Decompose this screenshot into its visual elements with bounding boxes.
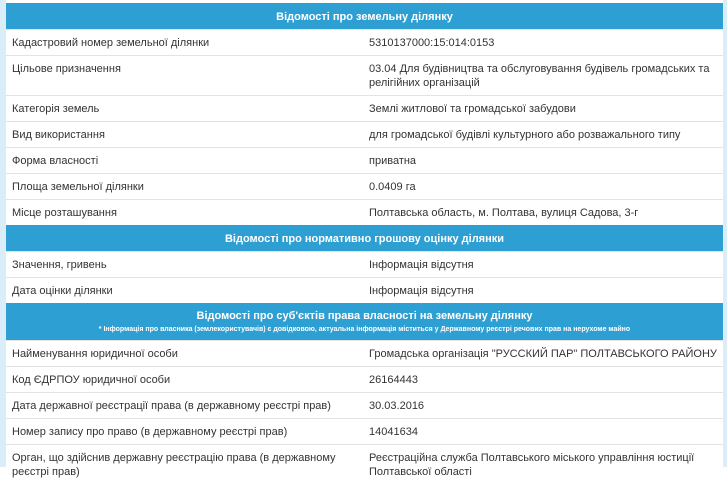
row-value: Реєстраційна служба Полтавського міського управління юстиції Полтавської області xyxy=(363,445,723,484)
row-label: Номер запису про право (в державному реєстрі прав) xyxy=(6,419,363,445)
table-row xyxy=(6,148,723,174)
row-value: 03.04 Для будівництва та обслуговування будівель громадських та релігійних організацій xyxy=(363,56,723,96)
section-header-rights xyxy=(6,304,723,341)
table-row xyxy=(6,367,723,393)
table-row xyxy=(6,252,723,278)
row-label: Кадастровий номер земельної ділянки xyxy=(6,30,363,56)
table-row xyxy=(6,419,723,445)
right-border xyxy=(723,0,727,467)
table-row xyxy=(6,30,723,56)
section-header-rights-cell xyxy=(6,304,723,341)
row-label: Категорія земель xyxy=(6,96,363,122)
table-row xyxy=(6,341,723,367)
row-value: 0.0409 га xyxy=(363,174,723,200)
table-row xyxy=(6,96,723,122)
row-value: Інформація відсутня xyxy=(363,278,723,304)
table-row xyxy=(6,393,723,419)
row-value: приватна xyxy=(363,148,723,174)
row-value: Землі житлової та громадської забудови xyxy=(363,96,723,122)
row-value: 14041634 xyxy=(363,419,723,445)
row-label: Вид використання xyxy=(6,122,363,148)
section-title-valuation: Відомості про нормативно грошову оцінку ділянки xyxy=(6,226,723,252)
row-label: Місце розташування xyxy=(6,200,363,226)
section-header-land xyxy=(6,4,723,30)
row-label: Код ЄДРПОУ юридичної особи xyxy=(6,367,363,393)
table-row xyxy=(6,200,723,226)
row-value: 5310137000:15:014:0153 xyxy=(363,30,723,56)
row-label: Найменування юридичної особи xyxy=(6,341,363,367)
row-value: 30.03.2016 xyxy=(363,393,723,419)
row-label: Форма власності xyxy=(6,148,363,174)
table-row xyxy=(6,174,723,200)
table-row xyxy=(6,122,723,148)
row-label: Дата державної реєстрації права (в державному реєстрі прав) xyxy=(6,393,363,419)
row-label: Значення, гривень xyxy=(6,252,363,278)
table-row xyxy=(6,278,723,304)
row-value: для громадської будівлі культурного або розважального типу xyxy=(363,122,723,148)
land-info-table xyxy=(6,3,723,484)
row-label: Дата оцінки ділянки xyxy=(6,278,363,304)
section-note-rights: * Інформація про власника (землекористувачів) є довідковою, актуальна інформація міститься у Державному реєстрі речових прав на нерухоме майно xyxy=(12,325,717,335)
row-label: Цільове призначення xyxy=(6,56,363,96)
section-title-land: Відомості про земельну ділянку xyxy=(6,4,723,30)
table-row xyxy=(6,445,723,484)
row-value: Полтавська область, м. Полтава, вулиця Садова, 3-г xyxy=(363,200,723,226)
row-value: Громадська організація "РУССКИЙ ПАР" ПОЛТАВСЬКОГО РАЙОНУ xyxy=(363,341,723,367)
row-value: Інформація відсутня xyxy=(363,252,723,278)
table-row xyxy=(6,56,723,96)
row-label: Площа земельної ділянки xyxy=(6,174,363,200)
row-label: Орган, що здійснив державну реєстрацію права (в державному реєстрі прав) xyxy=(6,445,363,484)
row-value: 26164443 xyxy=(363,367,723,393)
section-title-rights: Відомості про суб'єктів права власності на земельну ділянку xyxy=(197,310,533,322)
section-header-valuation xyxy=(6,226,723,252)
